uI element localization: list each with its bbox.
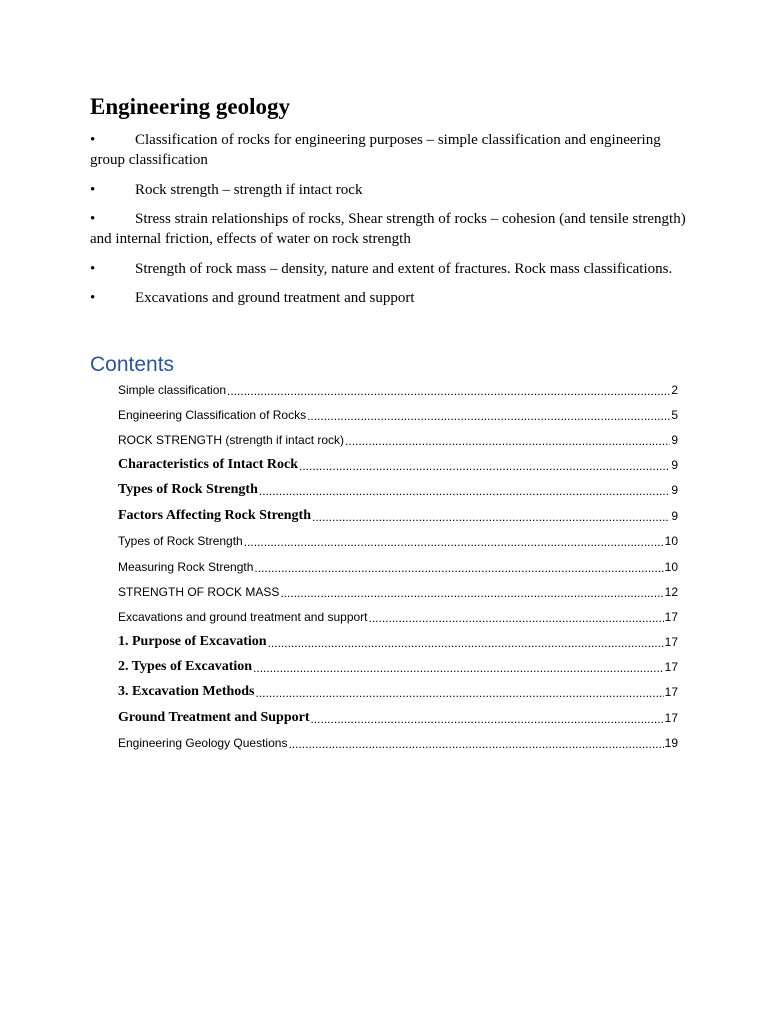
toc-page-number: 17	[664, 711, 678, 725]
toc-entry[interactable]	[118, 582, 678, 600]
toc-entry-label[interactable]: ROCK STRENGTH (strength if intact rock)	[118, 433, 345, 447]
toc-entry-label[interactable]: 1. Purpose of Excavation	[118, 634, 267, 649]
toc-leader	[345, 434, 670, 448]
contents-heading: Contents	[90, 353, 175, 376]
bullet-text: Strength of rock mass – density, nature and extent of fractures. Rock mass classifications.	[135, 261, 673, 277]
toc-entry[interactable]	[118, 657, 678, 675]
toc-leader	[268, 636, 664, 650]
toc-entry[interactable]	[118, 405, 678, 423]
bullet-text: Rock strength – strength if intact rock	[135, 182, 363, 198]
toc-entry-label[interactable]: Characteristics of Intact Rock	[118, 457, 299, 472]
bullet-symbol: •	[90, 211, 96, 227]
toc-leader	[244, 535, 664, 549]
toc-page-number: 17	[664, 635, 678, 649]
bullet-symbol: •	[90, 182, 96, 198]
toc-entry-label[interactable]: Engineering Classification of Rocks	[118, 408, 307, 422]
toc-entry[interactable]	[118, 455, 678, 473]
toc-page-number: 9	[671, 509, 678, 523]
toc-page-number: 10	[664, 560, 678, 574]
toc-leader	[227, 384, 670, 398]
toc-page-number: 17	[664, 660, 678, 674]
toc-leader	[299, 459, 670, 473]
bullet-item	[90, 259, 690, 279]
toc-entry[interactable]	[118, 380, 678, 398]
toc-page-number: 5	[671, 408, 678, 422]
toc-entry[interactable]	[118, 480, 678, 498]
bullet-item	[90, 209, 690, 249]
toc-page-number: 10	[664, 534, 678, 548]
document-title: Engineering geology	[90, 94, 290, 119]
toc-page-number: 17	[664, 610, 678, 624]
toc-entry-label[interactable]: STRENGTH OF ROCK MASS	[118, 585, 280, 599]
toc-entry-label[interactable]: Ground Treatment and Support	[118, 710, 310, 725]
bullet-text: Excavations and ground treatment and support	[135, 290, 415, 306]
toc-page-number: 2	[671, 383, 678, 397]
bullet-item	[90, 180, 690, 200]
toc-entry[interactable]	[118, 733, 678, 751]
bullet-text: Stress strain relationships of rocks, Shear strength of rocks – cohesion (and tensile strength) and internal friction, effects of water on rock strength	[90, 211, 686, 247]
toc-entry[interactable]	[118, 708, 678, 726]
toc-entry-label[interactable]: 3. Excavation Methods	[118, 684, 255, 699]
toc-leader	[253, 661, 664, 675]
toc-leader	[280, 586, 663, 600]
toc-entry[interactable]	[118, 506, 678, 524]
toc-leader	[259, 484, 670, 498]
toc-page-number: 9	[671, 483, 678, 497]
toc-entry-label[interactable]: Simple classification	[118, 383, 227, 397]
toc-leader	[307, 409, 670, 423]
bullet-text: Classification of rocks for engineering purposes – simple classification and engineering group classification	[90, 132, 661, 168]
toc-entry-label[interactable]: Factors Affecting Rock Strength	[118, 508, 311, 523]
toc-entry[interactable]	[118, 607, 678, 625]
toc-leader	[311, 712, 664, 726]
toc-entry-label[interactable]: Types of Rock Strength	[118, 482, 258, 497]
toc-page-number: 9	[671, 433, 678, 447]
toc-entry-label[interactable]: Types of Rock Strength	[118, 534, 243, 548]
toc-page-number: 17	[664, 685, 678, 699]
bullet-item	[90, 130, 690, 170]
toc-entry[interactable]	[118, 430, 678, 448]
toc-leader	[256, 686, 664, 700]
toc-entry[interactable]	[118, 531, 678, 549]
toc-leader	[369, 611, 664, 625]
bullet-symbol: •	[90, 290, 96, 306]
toc-page-number: 9	[671, 458, 678, 472]
bullet-symbol: •	[90, 132, 96, 148]
bullet-item	[90, 288, 690, 308]
toc-entry[interactable]	[118, 632, 678, 650]
toc-leader	[312, 510, 670, 524]
toc-page-number: 19	[664, 736, 678, 750]
toc-entry[interactable]	[118, 682, 678, 700]
toc-entry-label[interactable]: Excavations and ground treatment and support	[118, 610, 368, 624]
toc-entry-label[interactable]: 2. Types of Excavation	[118, 659, 253, 674]
toc-entry-label[interactable]: Engineering Geology Questions	[118, 736, 288, 750]
bullet-symbol: •	[90, 261, 96, 277]
toc-leader	[288, 737, 663, 751]
toc-entry-label[interactable]: Measuring Rock Strength	[118, 560, 254, 574]
toc-entry[interactable]	[118, 557, 678, 575]
toc-leader	[254, 561, 663, 575]
toc-page-number: 12	[664, 585, 678, 599]
